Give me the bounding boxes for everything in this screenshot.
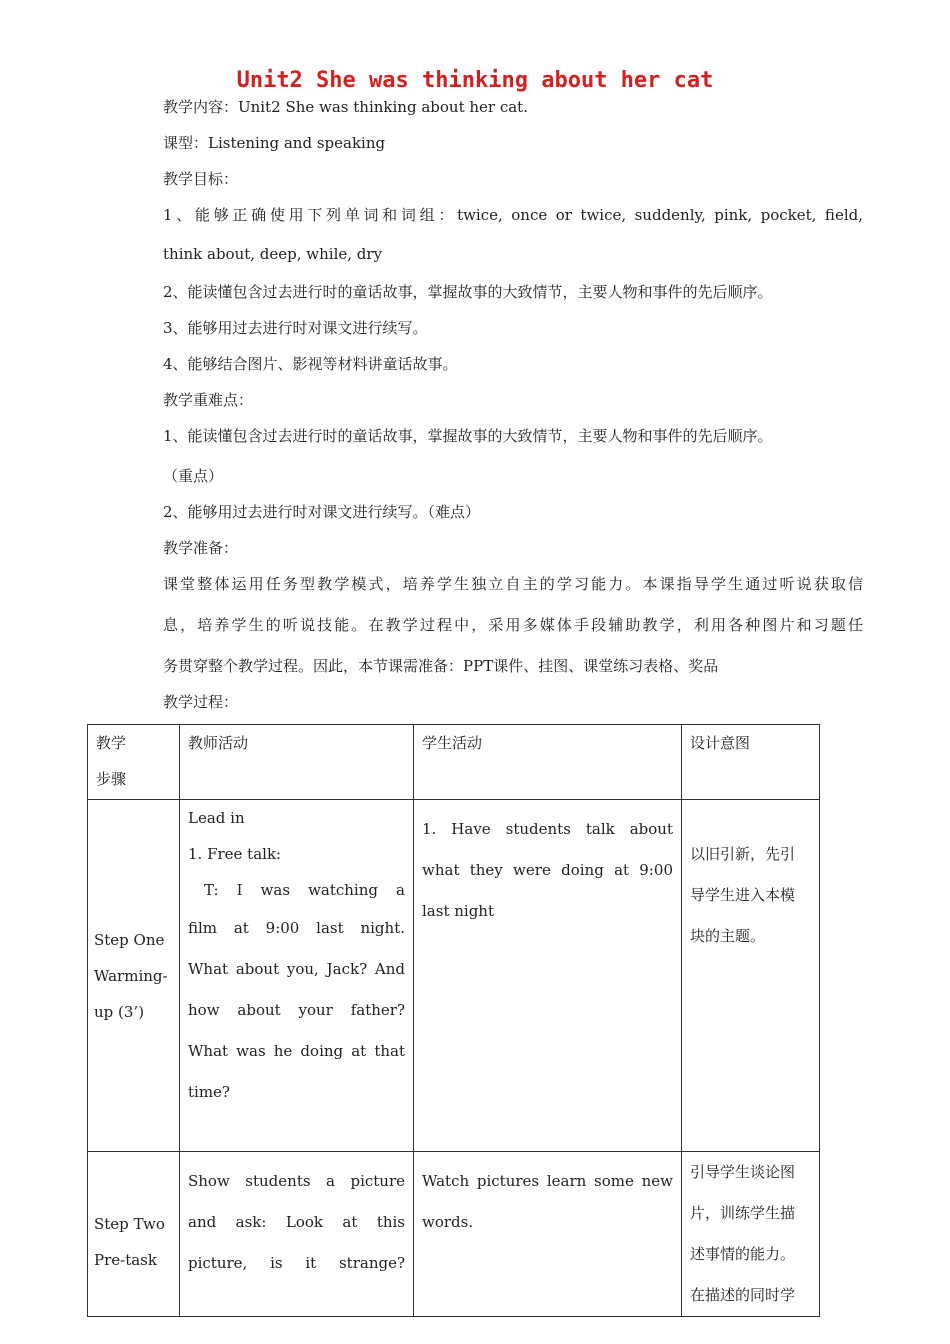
header-purpose [682,725,820,800]
step-label: Warming- [94,966,168,985]
preparation-line-2: 息，培养学生的听说技能。在教学过程中，采用多媒体手段辅助教学，利用各种图片和习题任 [163,616,863,634]
key-point-1: 1、能读懂包含过去进行时的童话故事，掌握故事的大致情节，主要人物和事件的先后顺序。 [163,427,773,445]
preparation-line-3: 务贯穿整个教学过程。因此，本节课需准备：PPT课件、挂图、课堂练习表格、奖品 [163,657,719,675]
objective-2: 2、能读懂包含过去进行时的童话故事，掌握故事的大致情节，主要人物和事件的先后顺序。 [163,283,773,301]
header-step-line-1: 教学 [96,734,127,752]
teacher-line: Lead in [188,809,245,827]
student-line: Watch pictures learn some new [422,1172,673,1190]
teacher-line: time? [188,1083,230,1101]
table-row [88,1152,820,1317]
purpose-line: 片，训练学生描 [690,1204,796,1222]
purpose-line: 以旧引新，先引 [690,845,796,863]
objective-1: 1、能够正确使用下列单词和词组：twice, once or twice, suddenly, pink, pocket, field, [163,206,863,224]
key-point-2: 2、能够用过去进行时对课文进行续写。（难点） [163,503,481,521]
step-label: Step One [94,930,165,949]
purpose-cell [682,1152,820,1317]
student-line: 1. Have students talk about [422,820,673,838]
header-step [88,725,180,800]
teacher-line: how about your father? [188,1001,405,1019]
objective-1-cont: think about, deep, while, dry [163,245,383,263]
purpose-line: 块的主题。 [690,927,766,945]
student-activity-cell [414,1152,682,1317]
teacher-line: and ask: Look at this [188,1213,405,1231]
preparation-heading: 教学准备： [163,539,239,557]
header-student-label: 学生活动 [422,734,483,752]
teacher-line: What was he doing at that [188,1042,405,1060]
header-step-line-2: 步骤 [96,770,127,788]
process-table [87,724,820,1317]
step-label: Step Two [94,1215,165,1233]
teacher-line: picture, is it strange? [188,1254,405,1272]
table-row [88,800,820,1152]
header-student [414,725,682,800]
key-point-1-note: （重点） [163,467,224,485]
objectives-heading: 教学目标： [163,170,239,188]
purpose-line: 引导学生谈论图 [690,1163,796,1181]
purpose-line: 在描述的同时学 [690,1286,796,1304]
purpose-line: 导学生进入本模 [690,886,796,904]
key-points-heading: 教学重难点： [163,391,254,409]
process-heading: 教学过程： [163,693,239,711]
content-line: 教学内容：Unit2 She was thinking about her cat. [163,98,528,116]
document-title: Unit2 She was thinking about her cat [236,68,714,93]
student-line: what they were doing at 9:00 [422,861,673,879]
purpose-line: 述事情的能力。 [690,1245,796,1263]
teacher-line: film at 9:00 last night. [188,919,405,937]
header-teacher-label: 教师活动 [188,734,249,752]
step-label: Pre-task [94,1251,157,1269]
teacher-line: 1. Free talk: [188,845,282,863]
preparation-line-1: 课堂整体运用任务型教学模式，培养学生独立自主的学习能力。本课指导学生通过听说获取信 [163,575,863,593]
student-line: last night [422,902,494,920]
teacher-line: What about you, Jack? And [188,960,405,978]
header-teacher [180,725,414,800]
teacher-activity-cell [180,1152,414,1317]
purpose-cell [682,800,820,1152]
step-cell [88,800,180,1152]
teacher-line: Show students a picture [188,1172,405,1190]
objective-4: 4、能够结合图片、影视等材料讲童话故事。 [163,355,458,373]
lesson-type-line: 课型：Listening and speaking [163,134,386,152]
student-activity-cell [414,800,682,1152]
student-line: words. [422,1213,474,1231]
step-cell [88,1152,180,1317]
teacher-line: T: I was watching a [204,881,405,899]
table-header-row [88,725,820,800]
step-label: up (3’) [94,1002,145,1021]
teacher-activity-cell [180,800,414,1152]
objective-3: 3、能够用过去进行时对课文进行续写。 [163,319,428,337]
header-purpose-label: 设计意图 [690,734,751,752]
